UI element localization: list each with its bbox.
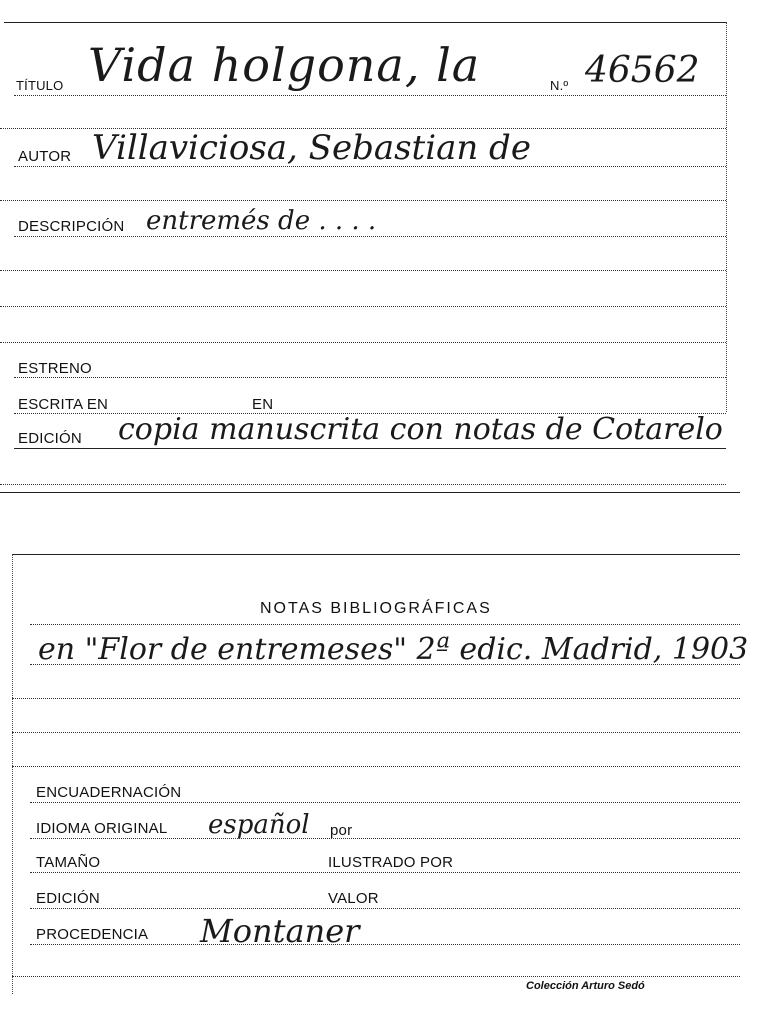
idioma-value: español: [208, 810, 310, 840]
idioma-line: [30, 838, 740, 839]
autor-label: AUTOR: [18, 148, 72, 165]
descripcion-line: [14, 236, 726, 237]
descripcion-label: DESCRIPCIÓN: [18, 218, 125, 235]
descripcion-value: entremés de . . . .: [146, 206, 377, 236]
procedencia-label: PROCEDENCIA: [36, 926, 149, 943]
card-top-border: [4, 22, 726, 23]
valor-label: VALOR: [328, 890, 379, 907]
numero-value: 46562: [585, 50, 700, 91]
titulo-line: [14, 95, 726, 96]
escrita-label: ESCRITA EN: [18, 396, 109, 413]
card-bottom-edge: [0, 484, 726, 485]
edicion-label: EDICIÓN: [18, 430, 82, 447]
en-label: EN: [252, 396, 274, 413]
rule-line: [12, 976, 740, 977]
card-right-border: [726, 22, 727, 412]
collection-footer: Colección Arturo Sedó: [526, 980, 645, 992]
rule-line: [12, 698, 740, 699]
edicion-line: [14, 448, 726, 449]
titulo-value: Vida holgona, la: [88, 38, 481, 92]
card-left-border: [12, 554, 13, 994]
notas-value: en "Flor de entremeses" 2ª edic. Madrid, 1903: [38, 632, 749, 667]
rule-line: [0, 306, 726, 307]
estreno-label: ESTRENO: [18, 360, 92, 377]
tamano-line: [30, 872, 740, 873]
edicion2-label: EDICIÓN: [36, 890, 100, 907]
encuadernacion-label: ENCUADERNACIÓN: [36, 784, 182, 801]
catalog-card-bottom: [0, 540, 759, 1028]
card-top-border: [12, 554, 740, 555]
procedencia-value: Montaner: [200, 912, 360, 950]
notas-heading: NOTAS BIBLIOGRÁFICAS: [260, 600, 492, 617]
titulo-label: TÍTULO: [16, 78, 64, 93]
autor-line: [14, 166, 726, 167]
por-label: por: [330, 822, 353, 839]
tamano-label: TAMAÑO: [36, 854, 101, 871]
procedencia-line: [30, 944, 740, 945]
rule-line: [12, 732, 740, 733]
idioma-label: IDIOMA ORIGINAL: [36, 820, 168, 837]
encuadernacion-line: [30, 802, 740, 803]
edicion-value: copia manuscrita con notas de Cotarelo: [118, 412, 723, 447]
ilustrado-label: ILUSTRADO POR: [328, 854, 454, 871]
heading-line: [30, 624, 740, 625]
rule-line: [0, 342, 726, 343]
edicion2-line: [30, 908, 740, 909]
rule-line: [0, 270, 726, 271]
card-separator: [0, 492, 740, 493]
numero-label: N.º: [550, 78, 569, 93]
autor-value: Villaviciosa, Sebastian de: [92, 128, 531, 168]
catalog-card-top: [0, 0, 759, 500]
estreno-line: [14, 377, 726, 378]
rule-line: [12, 766, 740, 767]
rule-line: [0, 200, 726, 201]
notas-line: [30, 664, 740, 665]
